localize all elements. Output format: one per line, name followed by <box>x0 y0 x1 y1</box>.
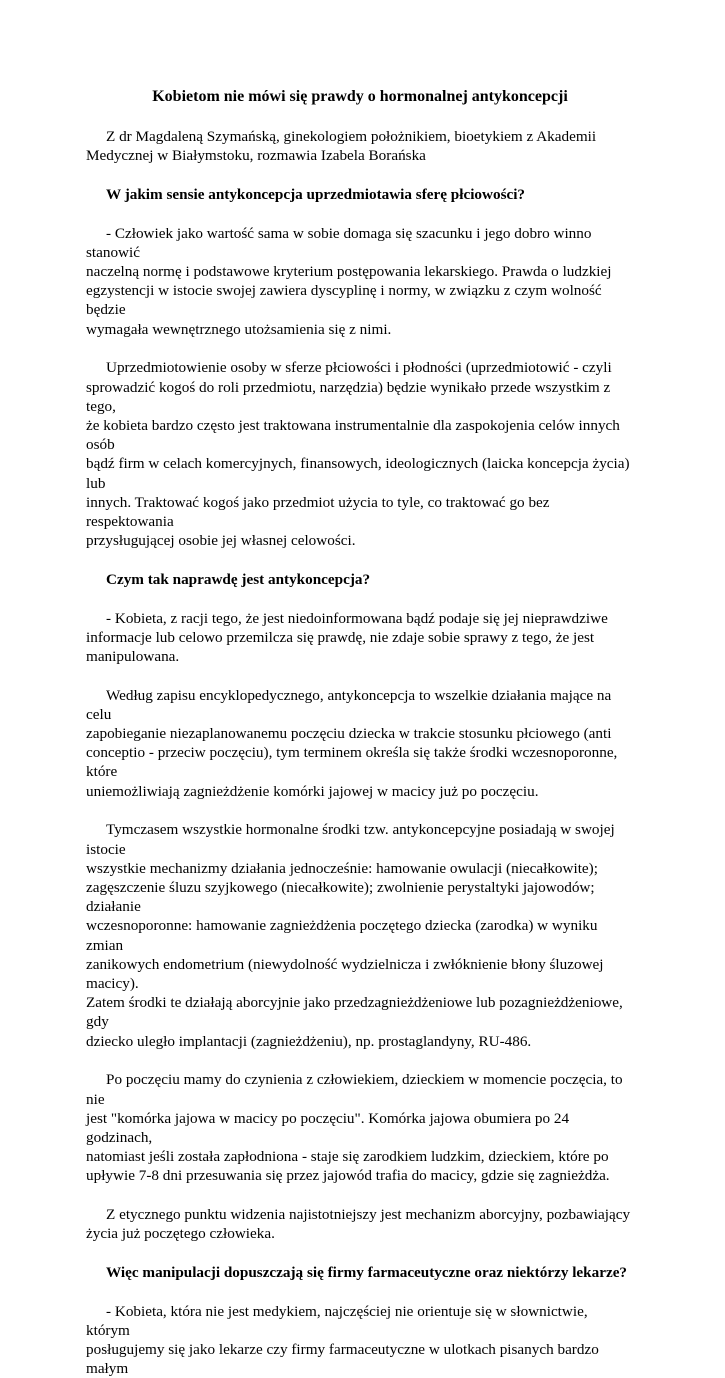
intro-paragraph: Z dr Magdaleną Szymańską, ginekologiem położnikiem, bioetykiem z Akademii Medycznej w Białymstoku, rozmawia Izabela Borańska <box>86 128 597 165</box>
answer-2-paragraph-5: Z etycznego punktu widzenia najistotniejszy jest mechanizm aborcyjny, pozbawiający życia już poczętego człowieka. <box>86 1206 631 1243</box>
question-2: Czym tak naprawdę jest antykoncepcja? <box>106 570 371 588</box>
answer-2-paragraph-3: Tymczasem wszystkie hormonalne środki tzw. antykoncepcyjne posiadają w swojej istocie wszystkie mechanizmy działania jednocześnie: hamowanie owulacji (niecałkowite); zagęszczenie śluzu szyjkowego (niecałkowite); zwolnienie perystaltyki jajowodów; działanie wczesnoporonne: hamowanie zagnieżdżenia poczętego dziecka (zarodka) w wyniku zmian zanikowych endometrium (niewydolność wydzielnicza i zwłóknienie błony śluzowej macicy). Zatem środki te działają aborcyjnie jako przedzagnieżdżeniowe lub pozagnieżdżeniowe, gdy dziecko uległo implantacji (zagnieżdżeniu), np. prostaglandyny, RU-486. <box>86 821 623 1050</box>
article-title: Kobietom nie mówi się prawdy o hormonalnej antykoncepcji <box>152 88 568 105</box>
answer-2-paragraph-1: - Kobieta, z racji tego, że jest niedoinformowana bądź podaje się jej nieprawdziwe informacje lub celowo przemilcza się prawdę, nie zdaje sobie sprawy z tego, że jest manipulowana. <box>86 609 608 665</box>
article-body <box>86 87 634 1378</box>
question-3: Więc manipulacji dopuszczają się firmy farmaceutyczne oraz niektórzy lekarze? <box>106 1263 628 1281</box>
answer-3-paragraph-1: - Kobieta, która nie jest medykiem, najczęściej nie orientuje się w słownictwie, którym posługujemy się jako lekarze czy firmy farmaceutyczne w ulotkach pisanych bardzo małym <box>86 1302 599 1378</box>
answer-2-paragraph-4: Po poczęciu mamy do czynienia z człowiekiem, dzieckiem w momencie poczęcia, to nie jest "komórka jajowa w macicy po poczęciu". Komórka jajowa obumiera po 24 godzinach, natomiast jeśli została zapłodniona - staje się zarodkiem ludzkim, dzieckiem, które po upływie 7-8 dni przesuwania się przez jajowód trafia do macicy, gdzie się zagnieżdża. <box>86 1071 623 1185</box>
question-1: W jakim sensie antykoncepcja uprzedmiotawia sferę płciowości? <box>106 185 526 203</box>
answer-1-paragraph-2: Uprzedmiotowienie osoby w sferze płciowości i płodności (uprzedmiotowić - czyli sprowadzić kogoś do roli przedmiotu, narzędzia) będzie wynikało przede wszystkim z tego, że kobieta bardzo często jest traktowana instrumentalnie dla zaspokojenia celów innych osób bądź firm w celach komercyjnych, finansowych, ideologicznych (laicka koncepcja życia) lub innych. Traktować kogoś jako przedmiot użycia to tyle, co traktować go bez respektowania przysługującej osobie jej własnej celowości. <box>86 359 630 550</box>
answer-2-paragraph-2: Według zapisu encyklopedycznego, antykoncepcja to wszelkie działania mające na celu zapobieganie niezaplanowanemu poczęciu dziecka w trakcie stosunku płciowego (anti conceptio - przeciw poczęciu), tym terminem określa się także środki wczesnoporonne, które uniemożliwiają zagnieżdżenie komórki jajowej w macicy już po poczęciu. <box>86 686 618 800</box>
answer-1-paragraph-1: - Człowiek jako wartość sama w sobie domaga się szacunku i jego dobro winno stanowić naczelną normę i podstawowe kryterium postępowania lekarskiego. Prawda o ludzkiej egzystencji w istocie swojej zawiera dyscyplinę i normy, w związku z czym wolność będzie wymagała wewnętrznego utożsamienia się z nimi. <box>86 224 612 338</box>
